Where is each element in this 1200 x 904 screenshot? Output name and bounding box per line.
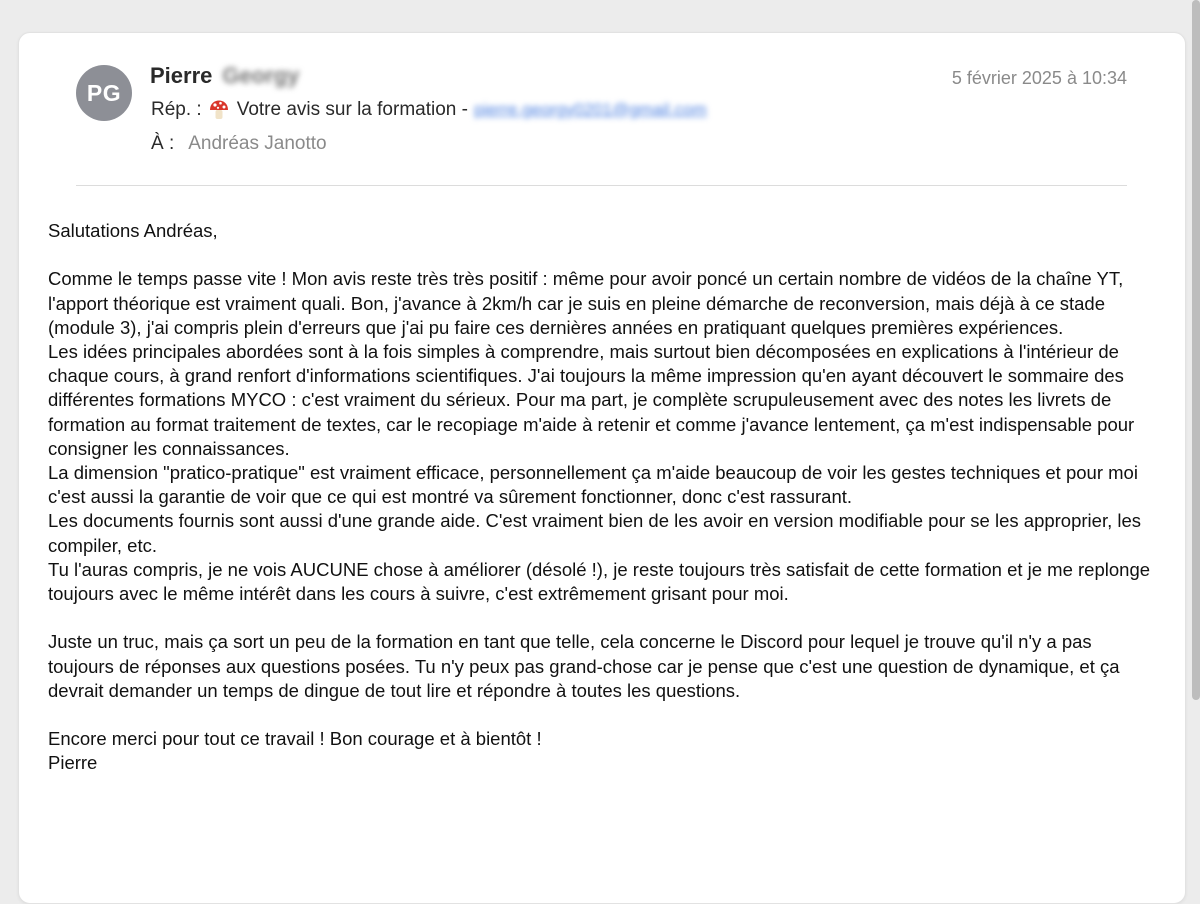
header-divider — [76, 185, 1127, 186]
sender-first-name: Pierre — [150, 63, 213, 88]
body-paragraph-3: La dimension "pratico-pratique" est vraiment efficace, personnellement ça m'aide beaucoup de voir les gestes techniques et pour moi c'est aussi la garantie de voir que ce qui est montré va sûrement fonctionner, donc c'est rassurant. — [48, 462, 1138, 508]
avatar-initials: PG — [86, 79, 122, 106]
paragraph-spacer — [48, 703, 1158, 727]
sender-email-link-redacted[interactable]: pierre.georgy0201@gmail.com — [473, 100, 707, 119]
signature: Pierre — [48, 752, 98, 774]
body-paragraph-2: Les idées principales abordées sont à la fois simples à comprendre, mais surtout bien décomposées en explications à l'intérieur de chaque cours, à grand renfort d'informations scientifiques. J'ai toujours la même impression qu'en ayant découvert le sommaire des différentes formations MYCO : c'est vraiment du sérieux. Pour ma part, je complète scrupuleusement avec des notes les livrets de formation au format traitement de textes, car le recopiage m'aide à retenir et comme j'avance lentement, ça m'est indispensable pour consigner les connaissances. — [48, 341, 1135, 459]
body-paragraph-4: Les documents fournis sont aussi d'une grande aide. C'est vraiment bien de les avoir en version modifiable pour se les approprier, les compiler, etc. — [48, 510, 1142, 556]
mushroom-icon — [208, 99, 230, 121]
greeting: Salutations Andréas, — [48, 220, 218, 241]
subject-text: Votre avis sur la formation - — [236, 99, 468, 120]
body-paragraph-6: Juste un truc, mais ça sort un peu de la formation en tant que telle, cela concerne le Discord pour lequel je trouve qu'il n'y a pas toujours de réponses aux questions posées. Tu n'y peux pas grand-chose car je pense que c'est une question de dynamique, et ça devrait demander un temps de dingue de tout lire et répondre à toutes les questions. — [48, 631, 1120, 701]
body-paragraph-5: Tu l'auras compris, je ne vois AUCUNE chose à améliorer (désolé !), je reste toujours très satisfait de cette formation et je me replonge toujours avec le même intérêt dans les cours à suivre, c'est extrêmement grisant pour moi. — [48, 558, 1151, 605]
sender-avatar[interactable] — [76, 65, 132, 121]
paragraph-spacer — [48, 606, 1158, 630]
recipient-row — [151, 133, 327, 155]
subject-prefix: Rép. : — [151, 99, 202, 120]
body-paragraph-1: Comme le temps passe vite ! Mon avis reste très très positif : même pour avoir poncé un certain nombre de vidéos de la chaîne YT, l'apport théorique est vraiment quali. Bon, j'avance à 2km/h car je suis en pleine démarche de reconversion, mais déjà à ce stade (module 3), j'ai compris plein d'erreurs que j'ai pu faire ces dernières années en pratiquant quelques premières expériences. — [48, 268, 1124, 338]
to-label: À : — [151, 133, 175, 154]
recipient-name[interactable]: Andréas Janotto — [188, 133, 327, 154]
vertical-scrollbar[interactable] — [1192, 0, 1200, 700]
message-date: 5 février 2025 à 10:34 — [951, 68, 1127, 88]
message-subject — [151, 99, 707, 121]
sender-last-name-redacted: Georgy — [222, 63, 300, 88]
email-message — [18, 32, 1186, 904]
sender-name[interactable] — [150, 63, 299, 89]
paragraph-spacer — [48, 243, 1158, 267]
message-body — [48, 219, 1158, 776]
closing-line: Encore merci pour tout ce travail ! Bon courage et à bientôt ! — [48, 728, 542, 750]
